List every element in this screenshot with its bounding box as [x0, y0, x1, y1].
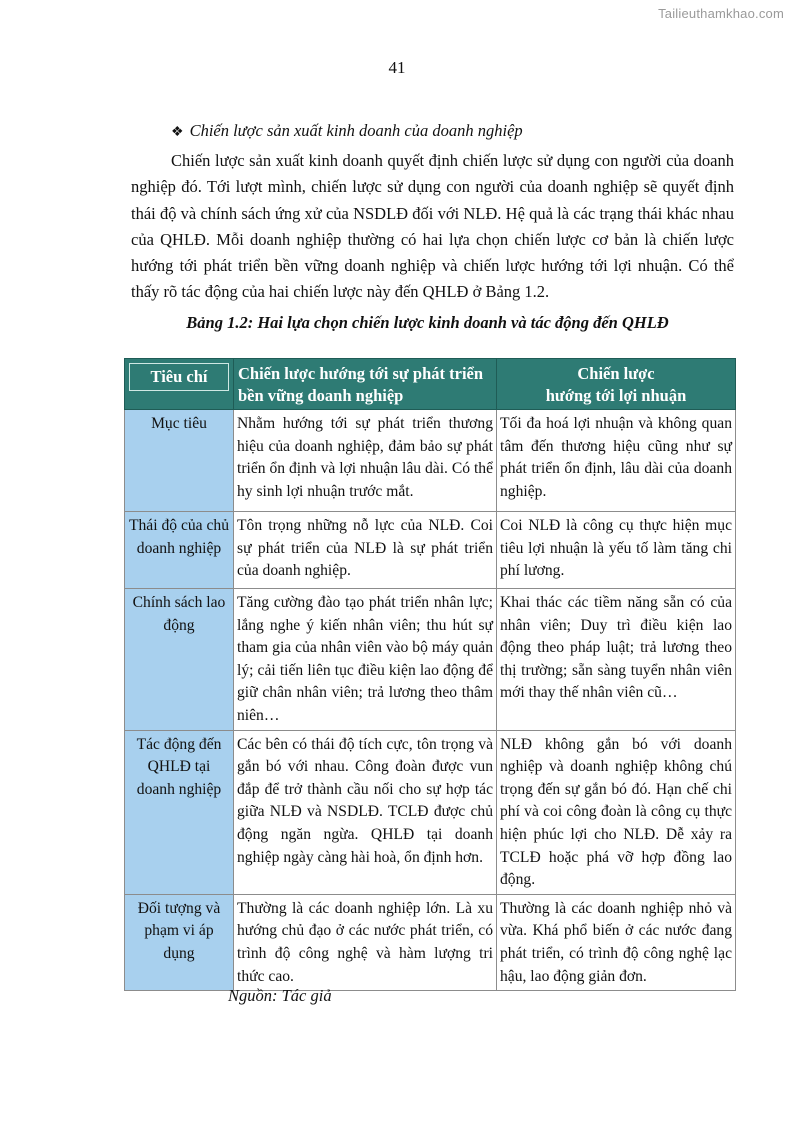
strategy-a-cell: Các bên có thái độ tích cực, tôn trọng và gắn bó với nhau. Công đoàn được vun đắp để trở thành cầu nối cho sự hợp tác giữa NLĐ và NSDLĐ. TCLĐ được chủ động ngăn ngừa. QHLĐ tại doanh nghiệp ngày càng hài hoà, ổn định hơn. [234, 730, 497, 894]
criterion-cell: Chính sách lao động [125, 589, 234, 731]
table-row [125, 589, 736, 731]
table-source: Nguồn: Tác giả [228, 986, 332, 1005]
strategy-b-cell: Thường là các doanh nghiệp nhỏ và vừa. Khá phổ biến ở các nước đang phát triển, có trình độ công nghệ lạc hậu, lao động giản đơn. [497, 894, 736, 990]
criterion-cell: Tác động đến QHLĐ tại doanh nghiệp [125, 730, 234, 894]
strategy-b-cell: Tối đa hoá lợi nhuận và không quan tâm đến thương hiệu cũng như sự phát triển ổn định, lâu dài của doanh nghiệp. [497, 410, 736, 512]
header-strategy-sustainable: Chiến lược hướng tới sự phát triển bền vững doanh nghiệp [234, 359, 497, 410]
header-criterion: Tiêu chí [125, 359, 234, 410]
watermark: Tailieuthamkhao.com [658, 6, 784, 21]
strategy-b-cell: Coi NLĐ là công cụ thực hiện mục tiêu lợi nhuận là yếu tố làm tăng chi phí lương. [497, 512, 736, 589]
section-heading-text: Chiến lược sản xuất kinh doanh của doanh nghiệp [189, 121, 523, 140]
comparison-table [124, 358, 736, 991]
table-row [125, 730, 736, 894]
strategy-a-cell: Tôn trọng những nỗ lực của NLĐ. Coi sự phát triển của NLĐ là sự phát triển của doanh nghiệp. [234, 512, 497, 589]
strategy-b-cell: Khai thác các tiềm năng sẵn có của nhân viên; Duy trì điều kiện lao động theo pháp luật; trả lương theo thị trường; sẵn sàng tuyển nhân viên mới thay thế nhân viên cũ… [497, 589, 736, 731]
criterion-cell: Mục tiêu [125, 410, 234, 512]
diamond-bullet-icon: ❖ [171, 125, 184, 140]
criterion-cell: Đối tượng và phạm vi áp dụng [125, 894, 234, 990]
strategy-a-cell: Thường là các doanh nghiệp lớn. Là xu hướng chủ đạo ở các nước phát triển, có trình độ công nghệ và hàm lượng tri thức cao. [234, 894, 497, 990]
criterion-cell: Thái độ của chủ doanh nghiệp [125, 512, 234, 589]
table-caption: Bảng 1.2: Hai lựa chọn chiến lược kinh doanh và tác động đến QHLĐ [186, 312, 669, 332]
strategy-b-cell: NLĐ không gắn bó với doanh nghiệp và doanh nghiệp không chú trọng đến sự gắn bó đó. Hạn chế chi phí và coi công đoàn là công cụ thực hiện phúc lợi cho NLĐ. Dễ xảy ra TCLĐ hoặc phá vỡ hợp đồng lao động. [497, 730, 736, 894]
table-row [125, 410, 736, 512]
page-content [131, 118, 734, 340]
table-header-row [125, 359, 736, 410]
table-row [125, 512, 736, 589]
body-paragraph: Chiến lược sản xuất kinh doanh quyết định chiến lược sử dụng con người của doanh nghiệp đó. Tới lượt mình, chiến lược sử dụng con người của doanh nghiệp sẽ quyết định thái độ và chính sách ứng xử của NSDLĐ đối với NLĐ. Hệ quả là các trạng thái khác nhau của QHLĐ. Mỗi doanh nghiệp thường có hai lựa chọn chiến lược cơ bản là chiến lược hướng tới phát triển bền vững doanh nghiệp và chiến lược hướng tới lợi nhuận. Có thể thấy rõ tác động của hai chiến lược này đến QHLĐ ở Bảng 1.2. [131, 151, 734, 302]
table-row [125, 894, 736, 990]
section-heading [171, 118, 734, 146]
strategy-a-cell: Nhằm hướng tới sự phát triển thương hiệu của doanh nghiệp, đảm bảo sự phát triển ổn định và lợi nhuận lâu dài. Có thể hy sinh lợi nhuận trước mắt. [234, 410, 497, 512]
page-number: 41 [388, 58, 406, 77]
header-strategy-profit: Chiến lược hướng tới lợi nhuận [497, 359, 736, 410]
strategy-a-cell: Tăng cường đào tạo phát triển nhân lực; lắng nghe ý kiến nhân viên; thu hút sự tham gia của nhân viên vào bộ máy quản lý; cải tiến liên tục điều kiện lao động để giữ chân nhân viên; trả lương theo thâm niên… [234, 589, 497, 731]
